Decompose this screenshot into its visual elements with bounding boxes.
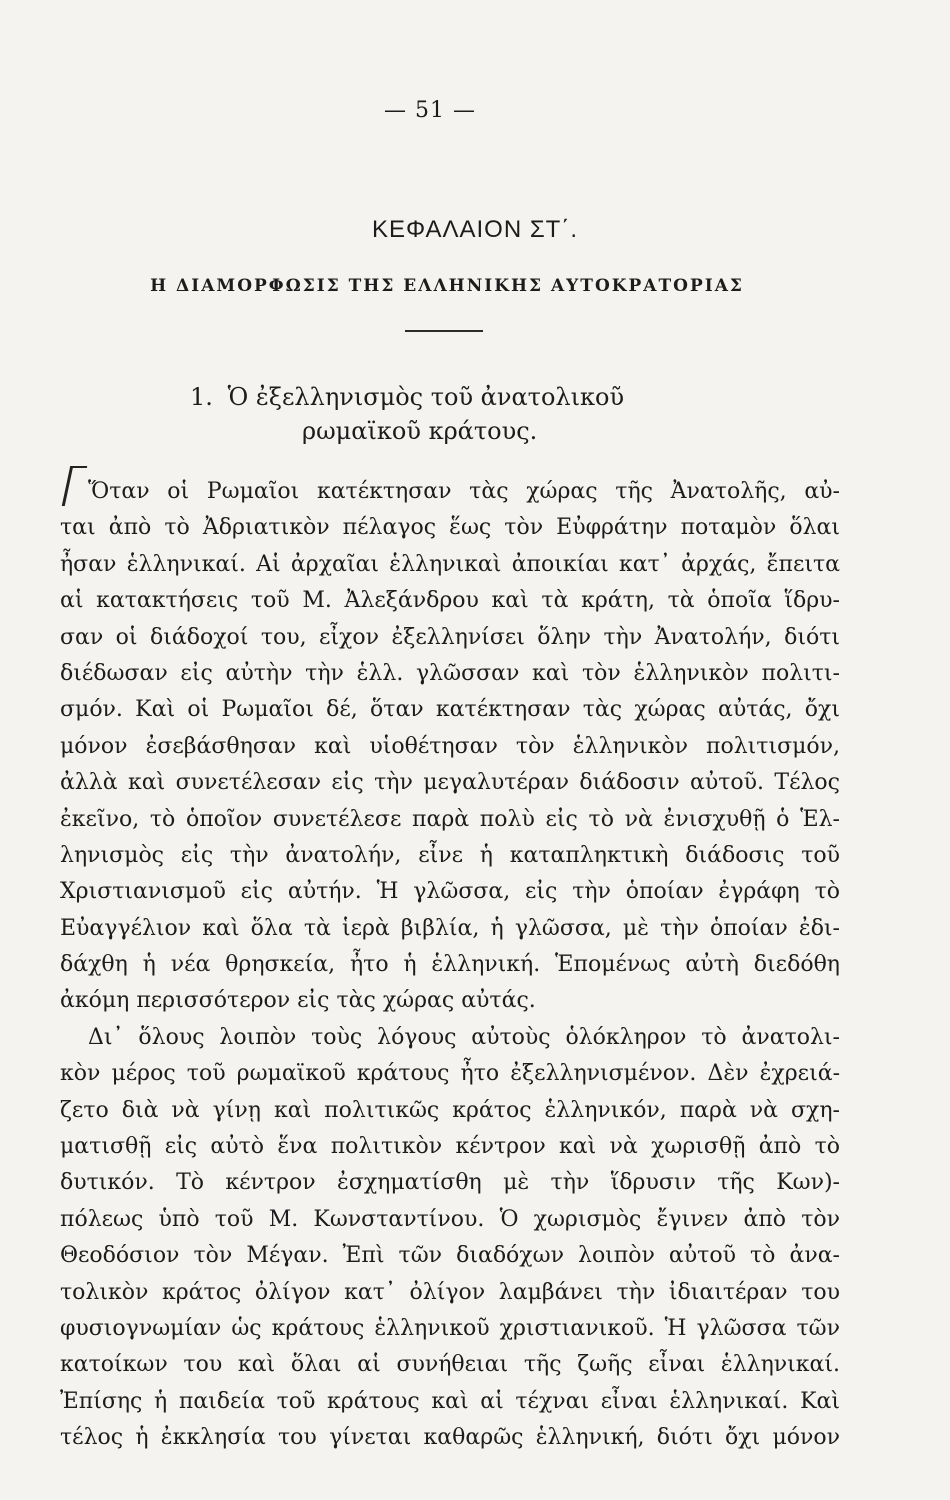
text-line: ται ἀπὸ τὸ Ἀδριατικὸν πέλαγος ἕως τὸν Εὐφράτην ποταμὸν ὅλαι bbox=[60, 515, 840, 541]
paragraph-1 bbox=[60, 474, 840, 510]
page-number: — 51 — bbox=[384, 98, 476, 123]
text-line: αἱ κατακτήσεις τοῦ Μ. Ἀλεξάνδρου καὶ τὰ κράτη, τὰ ὁποῖα ἵδρυ- bbox=[60, 588, 840, 614]
text-line: Ὅταν οἱ Ρωμαῖοι κατέκτησαν τὰς χώρας τῆς Ἀνατολῆς, αὐ- bbox=[88, 479, 840, 504]
section-title-line-2: ρωμαϊκοῦ κράτους. bbox=[302, 417, 538, 445]
text-line: Εὐαγγέλιον καὶ ὅλα τὰ ἱερὰ βιβλία, ἡ γλῶσσα, μὲ τὴν ὁποίαν ἐδι- bbox=[60, 915, 840, 941]
text-line: δάχθη ἡ νέα θρησκεία, ἦτο ἡ ἑλληνική. Ἑπομένως αὐτὴ διεδόθη bbox=[60, 952, 840, 978]
divider-rule bbox=[405, 330, 483, 332]
text-line: κατοίκων του καὶ ὅλαι αἱ συνήθειαι τῆς ζωῆς εἶναι ἑλληνικαί. bbox=[60, 1352, 840, 1378]
text-line: Θεοδόσιον τὸν Μέγαν. Ἐπὶ τῶν διαδόχων λοιπὸν αὐτοῦ τὸ ἀνα- bbox=[60, 1243, 840, 1269]
text-line: δυτικόν. Τὸ κέντρον ἐσχηματίσθη μὲ τὴν ἵδρυσιν τῆς Κων)- bbox=[60, 1170, 840, 1196]
text-line: ἐκεῖνο, τὸ ὁποῖον συνετέλεσε παρὰ πολὺ εἰς τὸ νὰ ἐνισχυθῇ ὁ Ἑλ- bbox=[60, 806, 840, 832]
text-line: τέλος ἡ ἐκκλησία του γίνεται καθαρῶς ἑλληνική, διότι ὄχι μόνον bbox=[60, 1425, 840, 1451]
text-line: Χριστιανισμοῦ εἰς αὐτήν. Ἡ γλῶσσα, εἰς τὴν ὁποίαν ἐγράφη τὸ bbox=[60, 879, 840, 905]
text-line: μόνον ἐσεβάσθησαν καὶ υἱοθέτησαν τὸν ἑλληνικὸν πολιτισμόν, bbox=[60, 733, 840, 759]
text-line: διέδωσαν εἰς αὐτὴν τὴν ἑλλ. γλῶσσαν καὶ τὸν ἑλληνικὸν πολιτι- bbox=[60, 660, 840, 686]
chapter-label: ΚΕΦΑΛΑΙΟΝ ΣΤ΄. bbox=[371, 216, 578, 243]
text-line: τολικὸν κράτος ὀλίγον κατ᾽ ὀλίγον λαμβάνει τὴν ἰδιαιτέραν του bbox=[60, 1279, 840, 1305]
text-line: σμόν. Καὶ οἱ Ρωμαῖοι δέ, ὅταν κατέκτησαν τὰς χώρας αὐτάς, ὄχι bbox=[60, 697, 840, 723]
text-line: φυσιογνωμίαν ὡς κράτους ἑλληνικοῦ χριστιανικοῦ. Ἡ γλῶσσα τῶν bbox=[60, 1315, 840, 1341]
text-line: πόλεως ὑπὸ τοῦ Μ. Κωνσταντίνου. Ὁ χωρισμὸς ἔγινεν ἀπὸ τὸν bbox=[60, 1206, 840, 1232]
text-line: ἀλλὰ καὶ συνετέλεσαν εἰς τὴν μεγαλυτέραν διάδοσιν αὐτοῦ. Τέλος bbox=[60, 770, 840, 796]
text-line: κὸν μέρος τοῦ ρωμαϊκοῦ κράτους ἦτο ἐξελληνισμένον. Δὲν ἐχρειά- bbox=[60, 1061, 840, 1087]
text-line: σαν οἱ διάδοχοί του, εἶχον ἐξελληνίσει ὅλην τὴν Ἀνατολήν, διότι bbox=[60, 624, 840, 650]
text-line: ληνισμὸς εἰς τὴν ἀνατολήν, εἶνε ἡ καταπληκτικὴ διάδοσις τοῦ bbox=[60, 842, 840, 868]
chapter-title: Η ΔΙΑΜΟΡΦΩΣΙΣ ΤΗΣ ΕΛΛΗΝΙΚΗΣ ΑΥΤΟΚΡΑΤΟΡΙΑΣ bbox=[150, 276, 744, 296]
text-line: ἀκόμη περισσότερον εἰς τὰς χώρας αὐτάς. bbox=[60, 988, 536, 1014]
section-number: 1. bbox=[190, 383, 213, 411]
section-heading bbox=[190, 380, 750, 448]
text-line: Δι᾽ ὅλους λοιπὸν τοὺς λόγους αὐτοὺς ὁλόκληρον τὸ ἀνατολι- bbox=[88, 1024, 840, 1050]
text-line: ἦσαν ἑλληνικαί. Αἱ ἀρχαῖαι ἑλληνικαὶ ἀποικίαι κατ᾽ ἀρχάς, ἔπειτα bbox=[60, 551, 840, 577]
text-line: Ἐπίσης ἡ παιδεία τοῦ κράτους καὶ αἱ τέχναι εἶναι ἑλληνικαί. Καὶ bbox=[60, 1388, 840, 1414]
text-line: ζετο διὰ νὰ γίνῃ καὶ πολιτικῶς κράτος ἑλληνικόν, παρὰ νὰ σχη- bbox=[60, 1097, 840, 1123]
body-text bbox=[60, 474, 840, 1457]
section-title-line-1: Ὁ ἐξελληνισμὸς τοῦ ἀνατολικοῦ bbox=[227, 383, 625, 411]
text-line: ματισθῇ εἰς αὐτὸ ἕνα πολιτικὸν κέντρον καὶ νὰ χωρισθῇ ἀπὸ τὸ bbox=[60, 1134, 840, 1160]
